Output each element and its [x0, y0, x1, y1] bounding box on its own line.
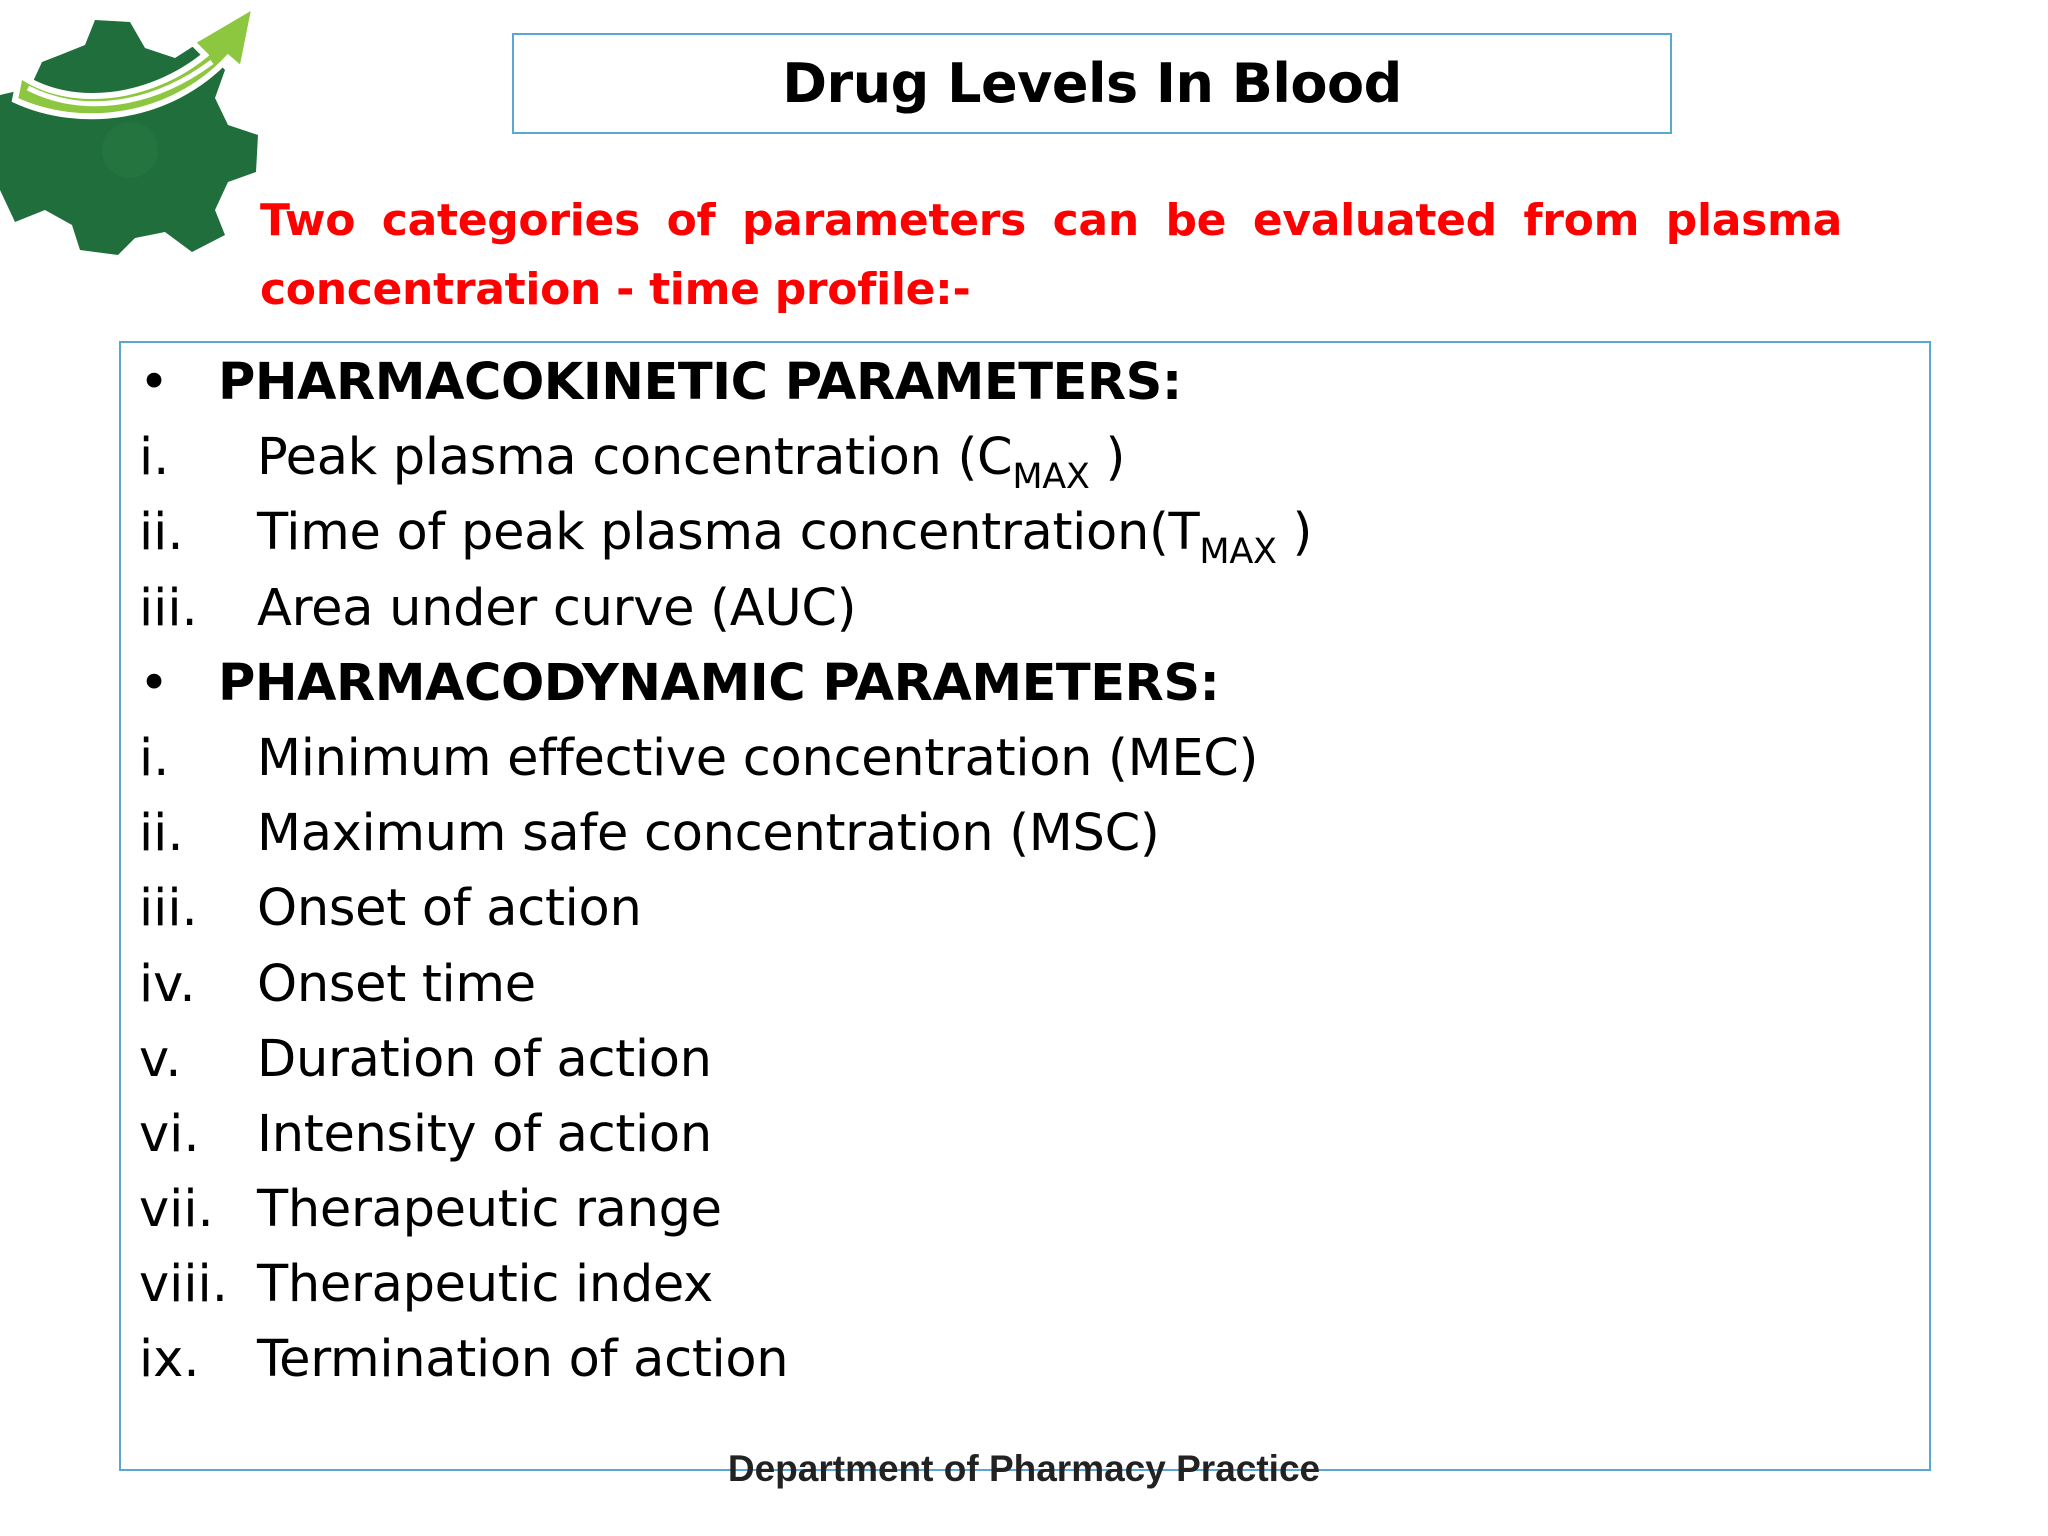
item-number: i.	[139, 428, 170, 488]
section-heading-row	[139, 345, 1839, 420]
item-number: ii.	[139, 503, 184, 563]
list-item	[139, 721, 1839, 796]
item-text: Therapeutic range	[257, 1180, 722, 1240]
item-text: Time of peak plasma $concentration(T_{MAX}$ )	[257, 503, 1313, 573]
bullet: •	[139, 353, 170, 412]
footer-department: Department of Pharmacy Practice	[727, 1448, 1321, 1489]
list-item	[139, 1022, 1839, 1097]
item-text: Therapeutic index	[257, 1255, 713, 1315]
list-item	[139, 871, 1839, 946]
list-item	[139, 1322, 1839, 1397]
item-text: Termination of action	[257, 1330, 789, 1390]
section-heading-pharmacodynamic: PHARMACODYNAMIC PARAMETERS:	[218, 653, 1220, 713]
item-text: Area under curve (AUC)	[257, 578, 857, 638]
item-number: iii.	[139, 879, 198, 939]
item-text: Intensity of action	[257, 1104, 712, 1164]
item-text: Onset time	[257, 954, 536, 1014]
item-number: i.	[139, 728, 170, 788]
list-item	[139, 495, 1839, 573]
item-text: Minimum effective concentration (MEC)	[257, 728, 1259, 788]
title-box	[512, 33, 1672, 134]
intro-text: Two categories of parameters can be evaluated from plasma concentration - time profile:-	[260, 195, 1842, 315]
list-item	[139, 1097, 1839, 1172]
item-number: ix.	[139, 1330, 200, 1390]
item-number: iii.	[139, 578, 198, 638]
item-number: viii.	[139, 1255, 228, 1315]
item-number: ii.	[139, 804, 184, 864]
item-number: v.	[139, 1029, 182, 1089]
slide-title: Drug Levels In Blood	[782, 52, 1402, 115]
section-heading-pharmacokinetic: PHARMACOKINETIC PARAMETERS:	[218, 353, 1182, 412]
list-item	[139, 1172, 1839, 1247]
item-number: iv.	[139, 954, 196, 1014]
item-text: Onset of action	[257, 879, 642, 939]
item-text: Maximum safe concentration (MSC)	[257, 804, 1160, 864]
subscript: MAX	[1012, 457, 1090, 498]
list-item	[139, 947, 1839, 1022]
list-item	[139, 571, 1839, 646]
item-number: vi.	[139, 1104, 200, 1164]
bullet: •	[139, 653, 170, 713]
list-item	[139, 420, 1839, 498]
parameter-list	[139, 345, 1839, 1398]
item-text: Peak plasma concentration ($C_{MAX}$ )	[257, 428, 1126, 498]
department-logo	[0, 0, 275, 255]
item-number: vii.	[139, 1180, 214, 1240]
subscript: MAX	[1199, 532, 1277, 573]
list-item	[139, 796, 1839, 871]
list-item	[139, 1247, 1839, 1322]
section-heading-row	[139, 646, 1839, 721]
item-text: Duration of action	[257, 1029, 712, 1089]
